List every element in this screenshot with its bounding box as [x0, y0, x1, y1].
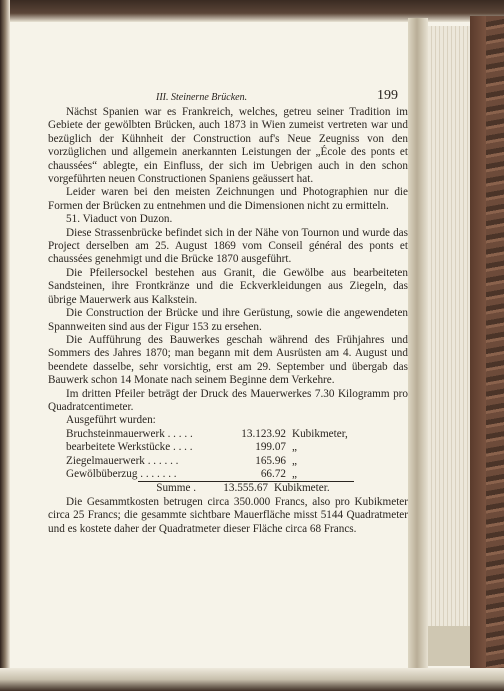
row-unit: „ — [292, 467, 297, 480]
paragraph: Die Aufführung des Bauwerkes geschah während des Frühjahres und Sommers des Jahres 1870; man begann mit dem Ausrüsten am 4. August und beendete dasselbe, sehr vorsichtig, erst am 29. September und übergab das Bauwerk schon 14 Monate nach seinem Beginne dem Verkehre. — [48, 333, 408, 387]
paragraph: Nächst Spanien war es Frankreich, welches, getreu seiner Tradition im Gebiete der gewölbten Brücken, auch 1873 in Wien zumeist vertreten war und bezüglich der Kühnheit der Construction auf's Neue Zeugniss von den vorzüglichen und allgemein anerkannten Leistungen der „École des ponts et chaussées“ ablegte, ein Einfluss, der sich im Uebrigen auch in den schon vorgeführten neuen Constructionen Spaniens geäussert hat. — [48, 106, 408, 186]
paragraph: Die Pfeilersockel bestehen aus Granit, die Gewölbe aus bearbeiteten Sandsteinen, ihre Frontkränze und die Eckverkleidungen aus Ziegeln, das übrige Mauerwerk aus Kalkstein. — [48, 266, 408, 306]
book-left-edge — [0, 0, 10, 691]
quantity-table — [66, 414, 356, 481]
row-value: 66.72 — [260, 467, 286, 480]
row-value: 165.96 — [255, 454, 286, 467]
table-row — [66, 468, 356, 481]
paragraph: Die Construction der Brücke und ihre Gerüstung, sowie die angewendeten Spannweiten sind aus der Figur 153 zu ersehen. — [48, 307, 408, 333]
paragraph: Im dritten Pfeiler beträgt der Druck des Mauerwerkes 7.30 Kilogramm pro Quadratcentimeter. — [48, 387, 408, 413]
table-intro: Ausgeführt wurden: — [66, 414, 156, 427]
table-row — [66, 441, 356, 454]
sum-unit: Kubikmeter. — [274, 482, 330, 495]
row-label: Ziegelmauerwerk . . . . . . — [66, 454, 179, 467]
row-label: bearbeitete Werkstücke . . . . — [66, 441, 193, 454]
row-unit: „ — [292, 454, 297, 467]
row-label: Bruchsteinmauerwerk . . . . . — [66, 427, 193, 440]
paragraph: Die Gesammtkosten betrugen circa 350.000 Francs, also pro Kubikmeter circa 25 Francs; die gesammte sichtbare Mauerfläche misst 5144 Quadratmeter und es kostete daher der Quadratmeter dieser Fläche circa 68 Francs. — [48, 495, 408, 535]
row-value: 199.07 — [255, 441, 286, 454]
book-top-edge — [0, 0, 504, 22]
page-number: 199 — [377, 88, 398, 103]
table-row — [66, 455, 356, 468]
book-bottom-edge — [0, 668, 504, 691]
running-title: III. Steinerne Brücken. — [156, 92, 248, 103]
sum-value: 13.555.67 — [223, 482, 268, 495]
page-stack — [428, 26, 476, 626]
table-sum-row — [138, 481, 354, 495]
marbled-cover — [486, 16, 504, 691]
paragraph: Leider waren bei den meisten Zeichnungen und Photographien nur die Formen der Brücken zu entnehmen und die Dimensionen nicht zu ermitteln. — [48, 186, 408, 212]
sum-label: Summe . — [156, 482, 196, 495]
row-unit: „ — [292, 441, 297, 454]
page-header — [48, 90, 408, 106]
book-gutter — [408, 18, 428, 683]
row-value: 13.123.92 — [241, 427, 286, 440]
section-heading: 51. Viaduct von Duzon. — [66, 213, 173, 226]
row-label: Gewölbüberzug . . . . . . . — [66, 467, 177, 480]
page-stack-bottom — [428, 626, 476, 666]
paragraph: Diese Strassenbrücke befindet sich in der Nähe von Tournon und wurde das Project derselben am 25. August 1869 vom Conseil général des ponts et chaussées genehmigt und die Brücke 1870 ausgeführt. — [48, 226, 408, 266]
book-page — [48, 90, 408, 536]
row-unit: Kubikmeter, — [292, 427, 348, 440]
table-row — [66, 428, 356, 441]
